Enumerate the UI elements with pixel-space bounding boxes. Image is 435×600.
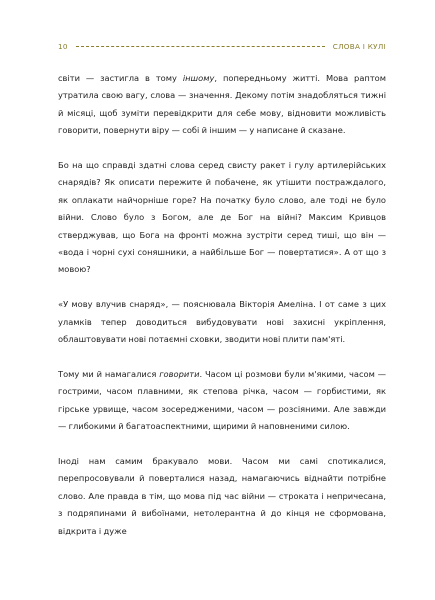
paragraph-text: Тому ми й намагалися [58,368,160,379]
paragraph-text: , попередньому житті. Мова раптом утратила свою вагу, слова — значення. Декому потім знадобляться тижні й місяці, щоб зуміти перевідкрити для себе мову, відновити можливість говорити, повернути віру — собі й іншим — у написане й сказане. [58,73,387,136]
header-dashed-rule [76,46,325,47]
paragraph [58,453,386,540]
paragraph-text: «У мову влучив снаряд», — пояснювала Вікторія Амеліна. І от саме з цих уламків тепер доводиться вибудовувати нові захисні укріплення, облаштовувати нові потаємні сховки, зводити нові плити пам'яті. [58,299,386,345]
page-header [58,40,386,52]
paragraph-text: Бо на що справді здатні слова серед свисту ракет і гулу артилерійських снарядів? Як описати пережите й побачене, як утішити постраждалого, як оплакати найчорніше горе? На початку було слово, але тоді не було війни. Слово було з Богом, але де Бог на війні? Максим Кривцов стверджував, що Бога на фронті можна зустріти серед тиші, що він — «вода і чорні сухі соняшники, а найбільше Бог — повертатися». А от що з мовою? [58,160,386,275]
paragraph-text: . Часом ці розмови були м'якими, часом — гострими, часом плавними, як степова річка, часом — горбистими, як гірське урвище, часом зосередженими, часом — розсіяними. Але завжди — глибокими й багатоаспектними, щирими й наповненими силою. [58,368,386,432]
text-body [58,70,386,540]
emphasis-text: іншому [182,73,215,83]
paragraph [58,157,386,279]
paragraph-text: світи — застигла в тому [58,73,183,83]
page-number: 10 [58,41,68,51]
running-title: СЛОВА І КУЛІ [332,41,386,51]
emphasis-text: говорити [159,368,200,379]
paragraph [58,366,386,436]
paragraph [58,70,386,140]
paragraph [58,296,386,348]
paragraph-text: Іноді нам самим бракувало мови. Часом ми самі спотикалися, перепросовували й поверталися назад, намагаючись віднайти потрібне слово. Але правда в тім, що мова під час війни — строката і непричесана, з подряпинами й вибоїнами, нетолерантна й до кінця не сформована, відкрита і дуже [58,455,386,536]
